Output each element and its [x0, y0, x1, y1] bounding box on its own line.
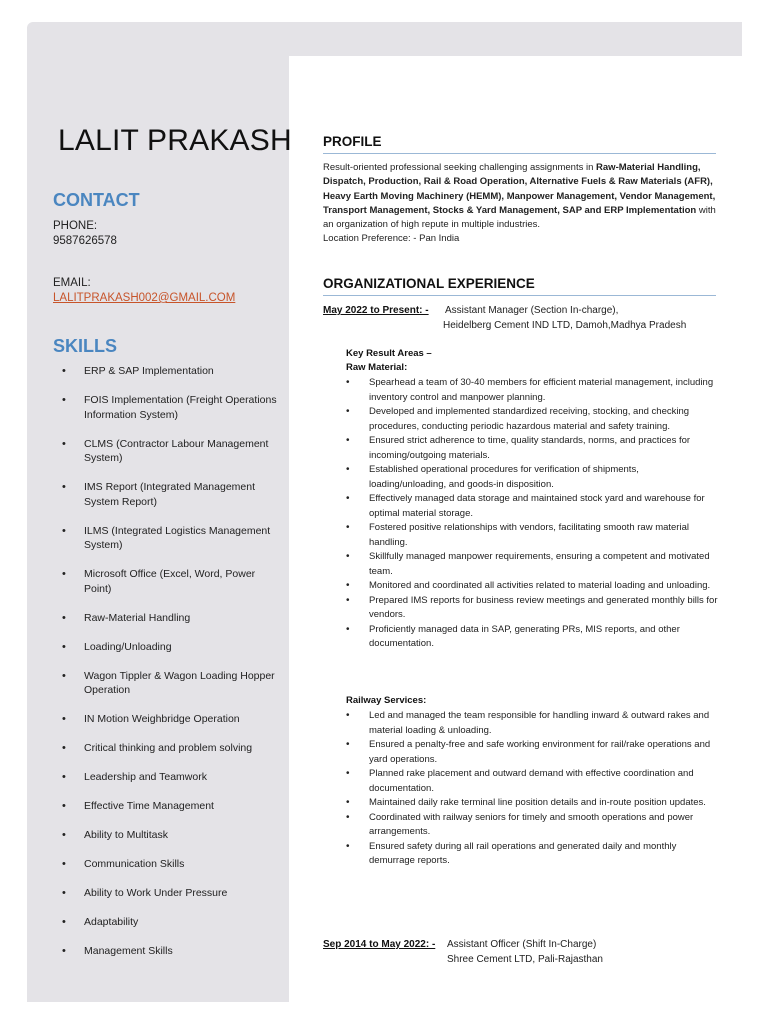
skill-item: • Microsoft Office (Excel, Word, Power Point): [62, 567, 277, 596]
railway-services-list: [346, 709, 718, 869]
job1-date: May 2022 to Present: -: [323, 305, 429, 316]
railway-services-bullet: • Led and managed the team responsible for handling inward & outward rakes and material loading & unloading.: [346, 709, 718, 738]
profile-keywords: Raw-Material Handling, Dispatch, Production, Rail & Road Operation, Alternative Fuels & Raw Materials (AFR), Heavy Earth Moving Machinery (HEMM), Manpower Management, Vendor Management, Transport Management, Stocks & Yard Management, SAP and ERP Implementation: [323, 162, 716, 216]
raw-material-bullet: • Established operational procedures for verification of shipments, loading/unloading, and goods-in disposition.: [346, 463, 718, 492]
skill-item: • Critical thinking and problem solving: [62, 741, 277, 756]
skill-item: • Ability to Multitask: [62, 828, 277, 843]
raw-material-list: [346, 376, 718, 652]
skills-list: [62, 364, 277, 973]
skill-item: • Communication Skills: [62, 857, 277, 872]
phone-number: 9587626578: [53, 235, 117, 247]
railway-services-bullet: • Maintained daily rake terminal line position details and in-route position updates.: [346, 796, 718, 811]
skill-item: • Ability to Work Under Pressure: [62, 886, 277, 901]
job2-company: Shree Cement LTD, Pali-Rajasthan: [447, 954, 603, 965]
job1-company: Heidelberg Cement IND LTD, Damoh,Madhya Pradesh: [443, 320, 687, 331]
job2-date: Sep 2014 to May 2022: -: [323, 939, 436, 950]
skill-item: • FOIS Implementation (Freight Operations Information System): [62, 393, 277, 422]
profile-summary: [323, 161, 716, 247]
raw-material-bullet: • Proficiently managed data in SAP, generating PRs, MIS reports, and other documentation.: [346, 623, 718, 652]
raw-material-bullet: • Developed and implemented standardized receiving, stocking, and checking procedures, conducting periodic hazardous material and safety training.: [346, 405, 718, 434]
skill-item: • IN Motion Weighbridge Operation: [62, 712, 277, 727]
header-band: [270, 22, 742, 56]
skill-item: • ILMS (Integrated Logistics Management System): [62, 524, 277, 553]
railway-services-heading: Railway Services:: [346, 695, 427, 706]
skills-heading: SKILLS: [53, 336, 118, 356]
candidate-name: LALIT PRAKASH: [58, 124, 292, 157]
email-link[interactable]: LALITPRAKASH002@GMAIL.COM: [53, 292, 236, 304]
raw-material-bullet: • Prepared IMS reports for business review meetings and generated monthly bills for vendors.: [346, 594, 718, 623]
railway-services-bullet: • Planned rake placement and outward demand with effective coordination and documentation.: [346, 767, 718, 796]
raw-material-bullet: • Monitored and coordinated all activities related to material loading and unloading.: [346, 579, 718, 594]
experience-heading: ORGANIZATIONAL EXPERIENCE: [323, 276, 716, 296]
raw-material-bullet: • Spearhead a team of 30-40 members for efficient material management, including inventory control and manpower planning.: [346, 376, 718, 405]
raw-material-bullet: • Effectively managed data storage and maintained stock yard and warehouse for optimal material storage.: [346, 492, 718, 521]
railway-services-bullet: • Ensured a penalty-free and safe working environment for rail/rake operations and yard operations.: [346, 738, 718, 767]
skill-item: • Loading/Unloading: [62, 640, 277, 655]
contact-heading: CONTACT: [53, 190, 140, 210]
skill-item: • Adaptability: [62, 915, 277, 930]
email-label: EMAIL:: [53, 277, 91, 289]
railway-services-bullet: • Coordinated with railway seniors for timely and smooth operations and power arrangements.: [346, 811, 718, 840]
job2-role: Assistant Officer (Shift In-Charge): [447, 939, 597, 950]
skill-item: • Wagon Tippler & Wagon Loading Hopper Operation: [62, 669, 277, 698]
profile-intro: Result-oriented professional seeking challenging assignments in: [323, 162, 597, 173]
raw-material-heading: Raw Material:: [346, 362, 408, 373]
skill-item: • IMS Report (Integrated Management System Report): [62, 480, 277, 509]
key-result-areas-heading: Key Result Areas –: [346, 348, 432, 359]
raw-material-bullet: • Skillfully managed manpower requirements, ensuring a competent and motivated team.: [346, 550, 718, 579]
railway-services-bullet: • Ensured safety during all rail operations and generated daily and monthly demurrage reports.: [346, 840, 718, 869]
job1-role: Assistant Manager (Section In-charge),: [445, 305, 619, 316]
profile-outro: with an organization of high repute in multiple industries.: [323, 204, 716, 231]
skill-item: • CLMS (Contractor Labour Management System): [62, 437, 277, 466]
location-preference: Location Preference: - Pan India: [323, 233, 460, 245]
profile-heading: PROFILE: [323, 134, 716, 154]
raw-material-bullet: • Fostered positive relationships with vendors, facilitating smooth raw material handling.: [346, 521, 718, 550]
skill-item: • Leadership and Teamwork: [62, 770, 277, 785]
phone-label: PHONE:: [53, 220, 98, 232]
skill-item: • ERP & SAP Implementation: [62, 364, 277, 379]
skill-item: • Management Skills: [62, 944, 277, 959]
skill-item: • Effective Time Management: [62, 799, 277, 814]
skill-item: • Raw-Material Handling: [62, 611, 277, 626]
raw-material-bullet: • Ensured strict adherence to time, quality standards, norms, and practices for incoming/outgoing materials.: [346, 434, 718, 463]
